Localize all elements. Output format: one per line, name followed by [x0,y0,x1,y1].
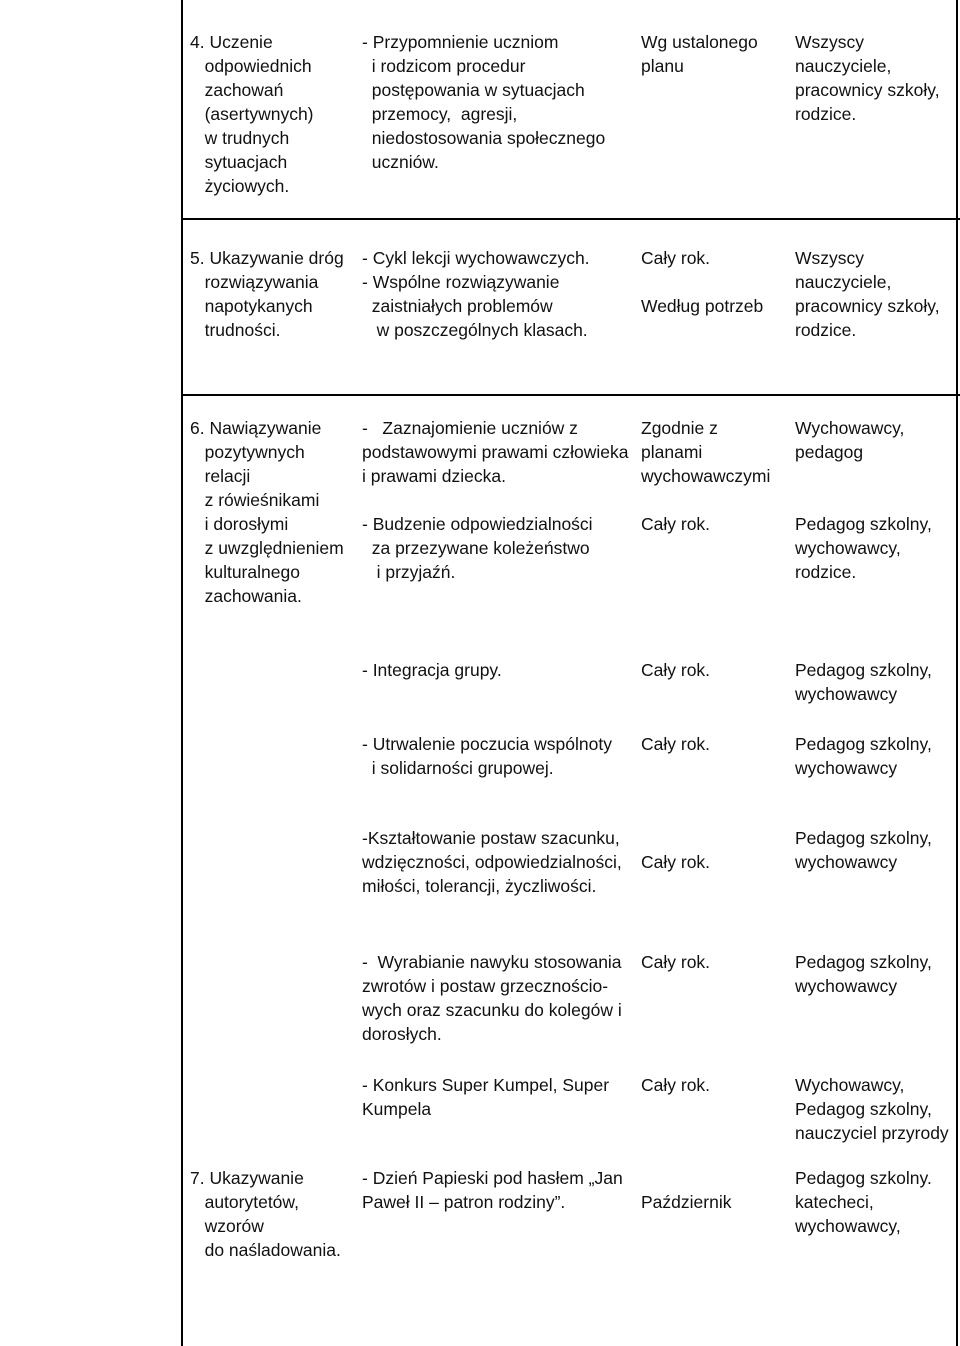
cell-line: katecheci, [795,1192,874,1212]
cell-line: 6. Nawiązywanie [190,418,322,438]
task-cell [362,416,628,584]
cell-line: -Kształtowanie postaw szacunku, [362,828,620,848]
cell-line: nauczyciel przyrody [795,1123,949,1143]
cell-line: Według potrzeb [641,296,764,316]
cell-line: pozytywnych [190,442,305,462]
cell-line: Pedagog szkolny. [795,1168,932,1188]
responsible-cell [795,826,932,874]
task-cell [362,1073,609,1121]
cell-line: - Przypomnienie uczniom [362,32,559,52]
term-cell [641,732,710,756]
cell-line: 7. Ukazywanie [190,1168,304,1188]
responsible-cell [795,30,940,126]
cell-line: zachowań [190,80,284,100]
cell-line: i prawami dziecka. [362,466,506,486]
cell-line: rozwiązywania [190,272,319,292]
cell-line: wychowawcy [795,684,898,704]
term-cell [641,658,710,682]
term-cell [641,950,710,974]
responsible-cell [795,1166,932,1238]
responsible-cell [795,950,932,998]
cell-line: - Konkurs Super Kumpel, Super [362,1075,610,1095]
cell-line: wychowawczymi [641,466,771,486]
cell-line: zachowania. [190,586,302,606]
cell-line: pedagog [795,442,864,462]
cell-line: przemocy, agresji, [362,104,518,124]
cell-line: z uwzględnieniem [190,538,344,558]
cell-line [641,270,763,294]
cell-line: odpowiednich [190,56,312,76]
responsible-cell [795,1073,949,1145]
cell-line [641,826,710,850]
cell-line: w trudnych [190,128,290,148]
cell-line [362,488,628,512]
cell-line: nauczyciele, [795,56,892,76]
goal-cell [190,416,344,608]
cell-line: pracownicy szkoły, [795,80,940,100]
cell-line: Pedagog szkolny, [795,952,932,972]
cell-line: autorytetów, [190,1192,299,1212]
task-cell [362,826,622,898]
cell-line: w poszczególnych klasach. [362,320,588,340]
cell-line: - Utrwalenie poczucia wspólnoty [362,734,612,754]
row-divider [181,218,960,220]
cell-line: relacji [190,466,251,486]
responsible-cell [795,732,932,780]
cell-line: Pedagog szkolny, [795,660,932,680]
cell-line: 4. Uczenie [190,32,273,52]
cell-line: Cały rok. [641,852,711,872]
cell-line: Kumpela [362,1099,432,1119]
cell-line: Pedagog szkolny, [795,1099,932,1119]
cell-line [795,464,932,488]
cell-line: wych oraz szacunku do kolegów i [362,1000,622,1020]
term-cell [641,1073,710,1097]
cell-line: i przyjaźń. [362,562,456,582]
cell-line: Cały rok. [641,514,711,534]
cell-line: Cały rok. [641,734,711,754]
cell-line: - Wspólne rozwiązywanie [362,272,560,292]
responsible-cell [795,246,940,342]
cell-line: - Integracja grupy. [362,660,502,680]
cell-line: sytuacjach [190,152,288,172]
cell-line: planami [641,442,703,462]
cell-line: Cały rok. [641,952,711,972]
cell-line: i rodzicom procedur [362,56,526,76]
cell-line: Pedagog szkolny, [795,828,932,848]
cell-line: postępowania w sytuacjach [362,80,585,100]
task-cell [362,658,502,682]
cell-line: podstawowymi prawami człowieka [362,442,629,462]
task-cell [362,732,612,780]
task-cell [362,246,590,342]
cell-line: do naśladowania. [190,1240,341,1260]
cell-line: za przezywane koleżeństwo [362,538,590,558]
cell-line: Wg ustalonego [641,32,758,52]
cell-line [795,488,932,512]
row-divider [181,394,960,396]
cell-line: Wychowawcy, [795,1075,905,1095]
cell-line [641,488,770,512]
cell-line [641,1166,731,1190]
cell-line: (asertywnych) [190,104,314,124]
cell-line: Paweł II – patron rodziny”. [362,1192,566,1212]
cell-line: życiowych. [190,176,290,196]
cell-line: Zgodnie z [641,418,718,438]
cell-line: wychowawcy [795,758,898,778]
task-cell [362,30,605,174]
cell-line: z rówieśnikami [190,490,320,510]
cell-line: Wszyscy [795,32,865,52]
cell-line: wdzięczności, odpowiedzialności, [362,852,622,872]
cell-line: zwrotów i postaw grzecznościo- [362,976,609,996]
term-cell [641,1166,731,1214]
responsible-cell [795,658,932,706]
cell-line: Wychowawcy, [795,418,905,438]
cell-line: uczniów. [362,152,439,172]
cell-line: miłości, tolerancji, życzliwości. [362,876,597,896]
cell-line: Cały rok. [641,248,711,268]
cell-line: 5. Ukazywanie dróg [190,248,344,268]
cell-line: i dorosłymi [190,514,289,534]
cell-line: - Wyrabianie nawyku stosowania [362,952,622,972]
cell-line: rodzice. [795,320,857,340]
goal-cell [190,1166,341,1262]
cell-line: - Budzenie odpowiedzialności [362,514,593,534]
cell-line: - Dzień Papieski pod hasłem „Jan [362,1168,623,1188]
cell-line: wzorów [190,1216,264,1236]
goal-cell [190,246,344,342]
cell-line: wychowawcy [795,852,898,872]
cell-line: Październik [641,1192,732,1212]
cell-line: wychowawcy, [795,538,901,558]
cell-line: - Zaznajomienie uczniów z [362,418,578,438]
cell-line: rodzice. [795,104,857,124]
cell-line: - Cykl lekcji wychowawczych. [362,248,590,268]
cell-line: planu [641,56,684,76]
term-cell [641,30,758,78]
responsible-cell [795,416,932,584]
term-cell [641,416,770,536]
cell-line: Pedagog szkolny, [795,734,932,754]
cell-line: Wszyscy [795,248,865,268]
cell-line: Cały rok. [641,660,711,680]
cell-line: wychowawcy [795,976,898,996]
cell-line: kulturalnego [190,562,300,582]
cell-line: napotykanych [190,296,313,316]
cell-line: rodzice. [795,562,857,582]
term-cell [641,246,763,318]
cell-line: trudności. [190,320,281,340]
cell-line: i solidarności grupowej. [362,758,554,778]
cell-line: pracownicy szkoły, [795,296,940,316]
table-border-left [181,0,183,1346]
cell-line: Pedagog szkolny, [795,514,932,534]
cell-line: zaistniałych problemów [362,296,553,316]
cell-line: nauczyciele, [795,272,892,292]
cell-line: Cały rok. [641,1075,711,1095]
task-cell [362,950,622,1046]
cell-line: wychowawcy, [795,1216,901,1236]
cell-line: niedostosowania społecznego [362,128,606,148]
cell-line: dorosłych. [362,1024,442,1044]
term-cell [641,826,710,874]
goal-cell [190,30,314,198]
task-cell [362,1166,623,1214]
table-border-right [956,0,958,1346]
